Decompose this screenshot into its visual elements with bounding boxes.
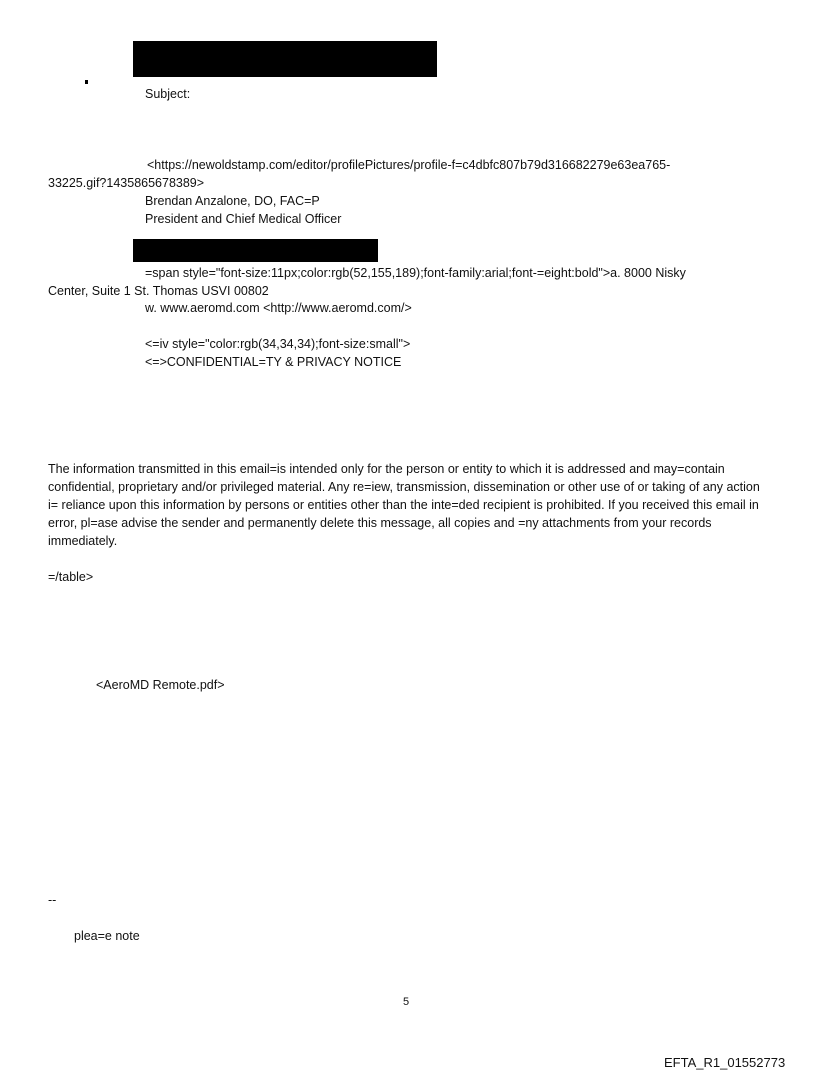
page-number: 5	[403, 996, 410, 1008]
signature-separator: --	[48, 893, 57, 907]
image-link-line-1: <https://newoldstamp.com/editor/profilePictures/profile-f=c4dbfc807b79d316682279e63ea765-	[147, 158, 671, 172]
table-close-tag: =/table>	[48, 570, 94, 584]
confidentiality-heading: <=>CONFIDENTIAL=TY & PRIVACY NOTICE	[145, 355, 402, 369]
website-line: w. www.aeromd.com <http://www.aeromd.com/>	[145, 301, 412, 315]
document-id: EFTA_R1_01552773	[664, 1055, 786, 1070]
confidentiality-notice-body: The information transmitted in this email=is intended only for the person or entity to which it is addressed and may=contain confidential, proprietary and/or privileged material. Any re=iew, transmission, dissemination or other use of or taking of any action i= reliance upon this information by persons or entities other than the inte=ded recipient is prohibited. If you received this email in error, pl=ase advise the sender and permanently delete this message, all copies and =ny attachments from your records immediately.	[48, 462, 760, 548]
span-style-line-1: =span style="font-size:11px;color:rgb(52,155,189);font-family:arial;font-=eight:bold">a. 8000 Nisky	[145, 266, 686, 280]
note-text: plea=e note	[74, 929, 140, 943]
redaction-block-signature	[133, 239, 378, 262]
stray-mark	[85, 80, 88, 84]
signature-title: President and Chief Medical Officer	[145, 212, 342, 226]
signature-name: Brendan Anzalone, DO, FAC=P	[145, 194, 320, 208]
image-link-line-2: 33225.gif?1435865678389>	[48, 176, 205, 190]
redaction-block-header	[133, 41, 437, 77]
attachment-name: <AeroMD Remote.pdf>	[96, 678, 225, 692]
subject-label: Subject:	[145, 87, 191, 101]
div-style-line: <=iv style="color:rgb(34,34,34);font-size:small">	[145, 337, 411, 351]
span-style-line-2: Center, Suite 1 St. Thomas USVI 00802	[48, 284, 269, 298]
